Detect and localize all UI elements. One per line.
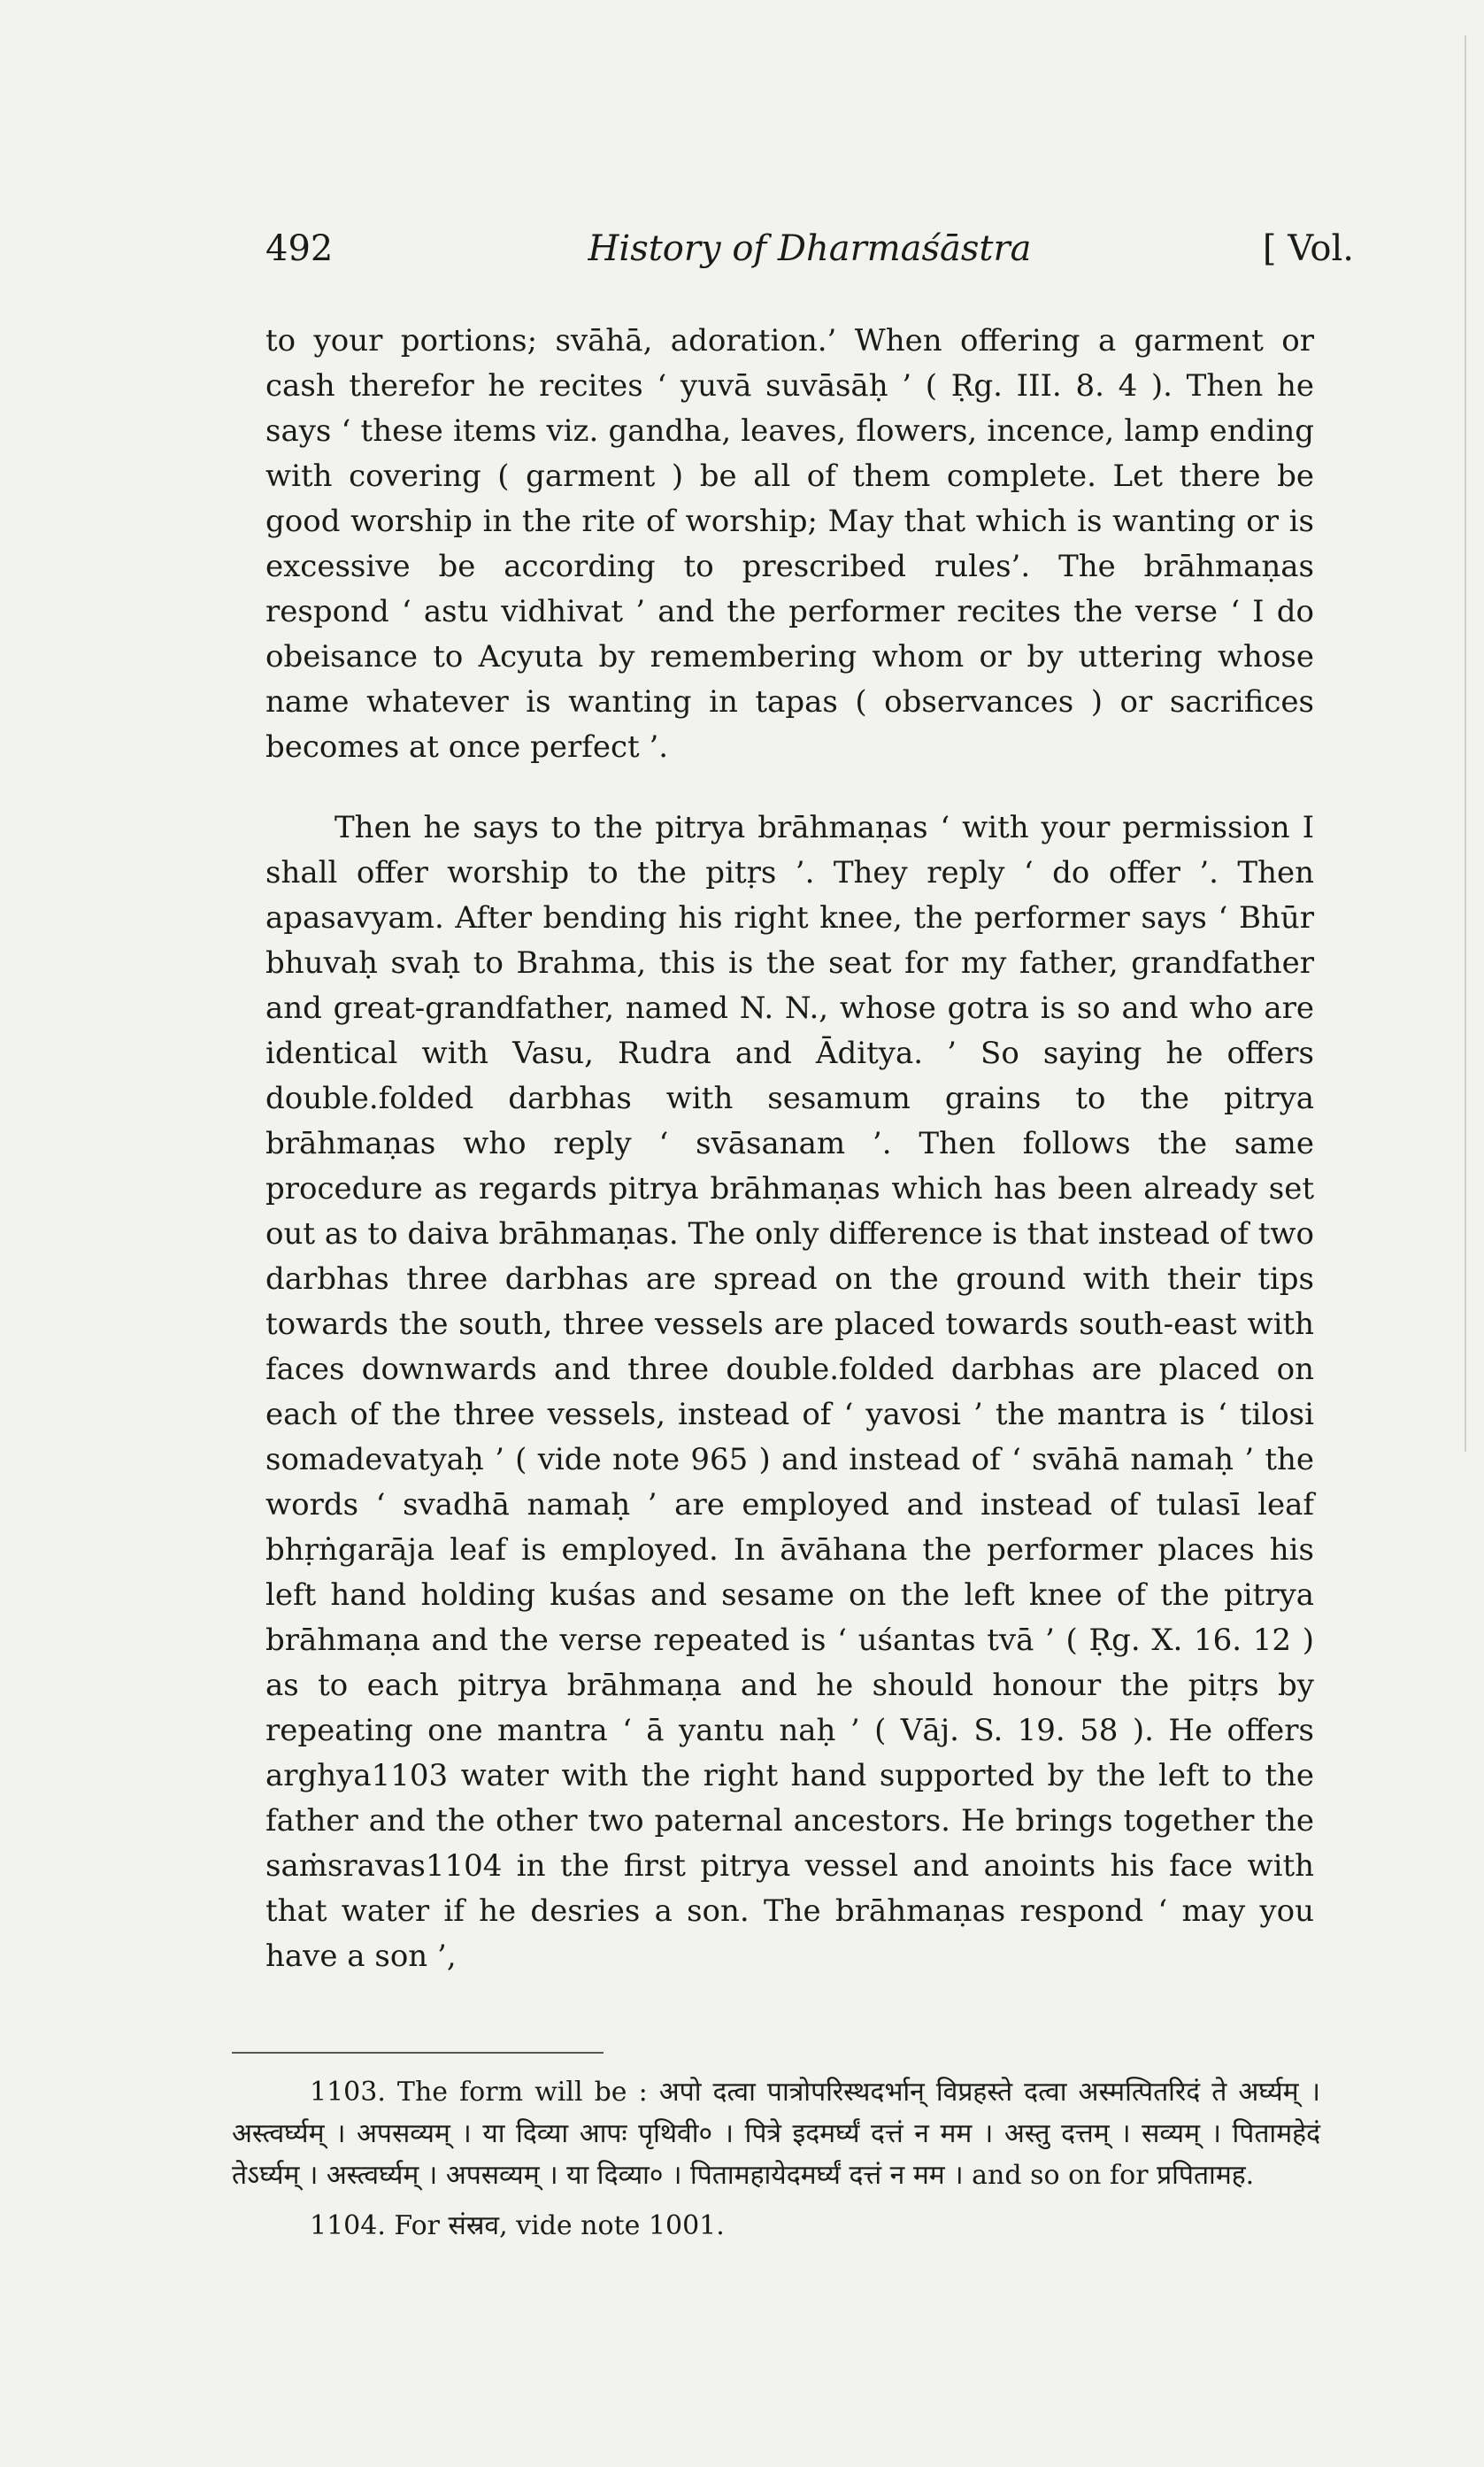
body-text	[265, 319, 1314, 1979]
footnote-1104: 1104. For संस्रव, vide note 1001.	[310, 2210, 725, 2241]
footnote-divider	[232, 2052, 604, 2054]
paragraph: Then he says to the pitrya brāhmaṇas ‘ with your permission I shall offer worship to the pitṛs ’. They reply ‘ do offer ’. Then apasavyam. After bending his right knee, the performer says ‘ Bhūr bhuvaḥ svaḥ to Brahma, this is the seat for my father, grandfather and great-grandfather, named N. N., whose gotra is so and who are identical with Vasu, Rudra and Āditya. ’ So saying he offers double.folded darbhas with sesamum grains to the pitrya brāhmaṇas who reply ‘ svāsanam ’. Then follows the same procedure as regards pitrya brāhmaṇas which has been already set out as to daiva brāhmaṇas. The only difference is that instead of two darbhas three darbhas are spread on the ground with their tips towards the south, three vessels are placed towards south-east with faces downwards and three double.folded darbhas are placed on each of the three vessels, instead of ‘ yavosi ’ the mantra is ‘ tilosi somadevatyaḥ ’ ( vide note 965 ) and instead of ‘ svāhā namaḥ ’ the words ‘ svadhā namaḥ ’ are employed and instead of tulasī leaf bhṛṅgarāja leaf is employed. In āvāhana the performer places his left hand holding kuśas and sesame on the left knee of the pitrya brāhmaṇa and the verse repeated is ‘ uśantas tvā ’ ( Ṛg. X. 16. 12 ) as to each pitrya brāhmaṇa and he should honour the pitṛs by repeating one mantra ‘ ā yantu naḥ ’ ( Vāj. S. 19. 58 ). He offers arghya1103 water with the right hand supported by the left to the father and the other two paternal ancestors. He brings together the saṁsravas1104 in the first pitrya vessel and anoints his face with that water if he desries a son. The brāhmaṇas respond ‘ may you have a son ’,	[265, 810, 1314, 1974]
running-title: History of Dharmaśāstra	[588, 228, 1032, 269]
footnotes	[232, 2071, 1320, 2247]
volume-label: [ Vol.	[1262, 228, 1354, 269]
page-number: 492	[265, 228, 334, 269]
scan-margin-line	[1465, 35, 1466, 1452]
page-header	[265, 228, 1354, 281]
paragraph: to your portions; svāhā, adoration.’ When offering a garment or cash therefor he recites ‘ yuvā suvāsāḥ ’ ( Ṛg. III. 8. 4 ). Then he says ‘ these items viz. gandha, leaves, flowers, incence, lamp ending with covering ( garment ) be all of them complete. Let there be good worship in the rite of worship; May that which is wanting or is excessive be according to prescribed rules’. The brāhmaṇas respond ‘ astu vidhivat ’ and the performer recites the verse ‘ I do obeisance to Acyuta by remembering whom or by uttering whose name whatever is wanting in tapas ( observances ) or sacrifices becomes at once perfect ’.	[265, 323, 1314, 765]
footnote-1103: 1103. The form will be : अपो दत्वा पात्रोपरिस्थदर्भान् विप्रहस्ते दत्वा अस्मत्पितरिदं ते अर्घ्यम् । अस्त्वर्घ्यम् । अपसव्यम् । या दिव्या आपः पृथिवी० । पित्रे इदमर्घ्यं दत्तं न मम । अस्तु दत्तम् । सव्यम् । पितामहेदं तेऽर्घ्यम् । अस्त्वर्घ्यम् । अपसव्यम् । या दिव्या० । पितामहायेदमर्घ्यं दत्तं न मम । and so on for प्रपितामह.	[232, 2077, 1320, 2191]
